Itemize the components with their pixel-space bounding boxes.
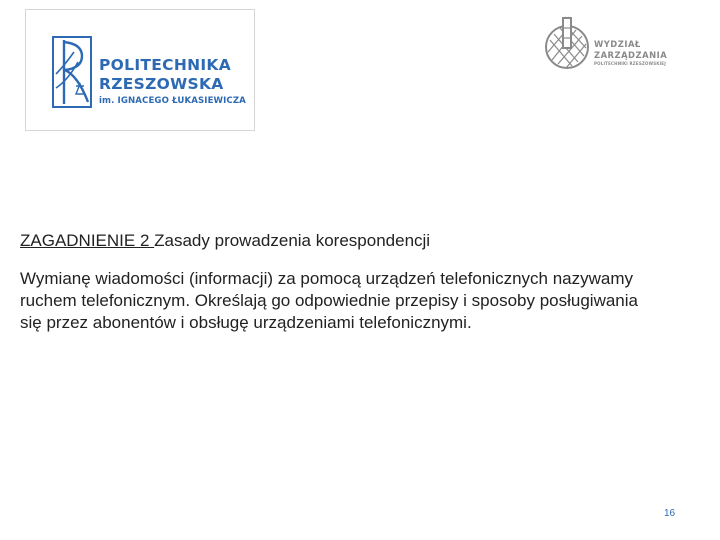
university-name-line3: im. IGNACEGO ŁUKASIEWICZA [99, 96, 246, 106]
heading-label: ZAGADNIENIE 2 [20, 231, 155, 250]
university-emblem-icon [52, 36, 92, 108]
heading-text: Zasady prowadzenia korespondencji [154, 231, 431, 250]
faculty-name-line3: POLITECHNIKI RZESZOWSKIEJ [594, 61, 666, 66]
body-paragraph: Wymianę wiadomości (informacji) za pomocą urządzeń telefonicznych nazywamy ruchem telefonicznym. Określają go odpowiednie przepisy i sposoby posługiwania się przez abonentów i obsługę urządzeniami telefonicznymi. [20, 269, 638, 332]
slide-content [20, 230, 700, 334]
faculty-name-line1: WYDZIAŁ [594, 39, 641, 49]
university-name [99, 56, 246, 108]
page-number: 16 [664, 508, 676, 519]
faculty-emblem-icon [544, 16, 592, 72]
faculty-name-line2: ZARZĄDZANIA [594, 50, 668, 60]
university-name-line2: RZESZOWSKA [99, 75, 224, 93]
university-logo [25, 9, 255, 131]
faculty-name [594, 39, 667, 67]
university-name-line1: POLITECHNIKA [99, 56, 232, 74]
slide-heading [20, 230, 700, 252]
